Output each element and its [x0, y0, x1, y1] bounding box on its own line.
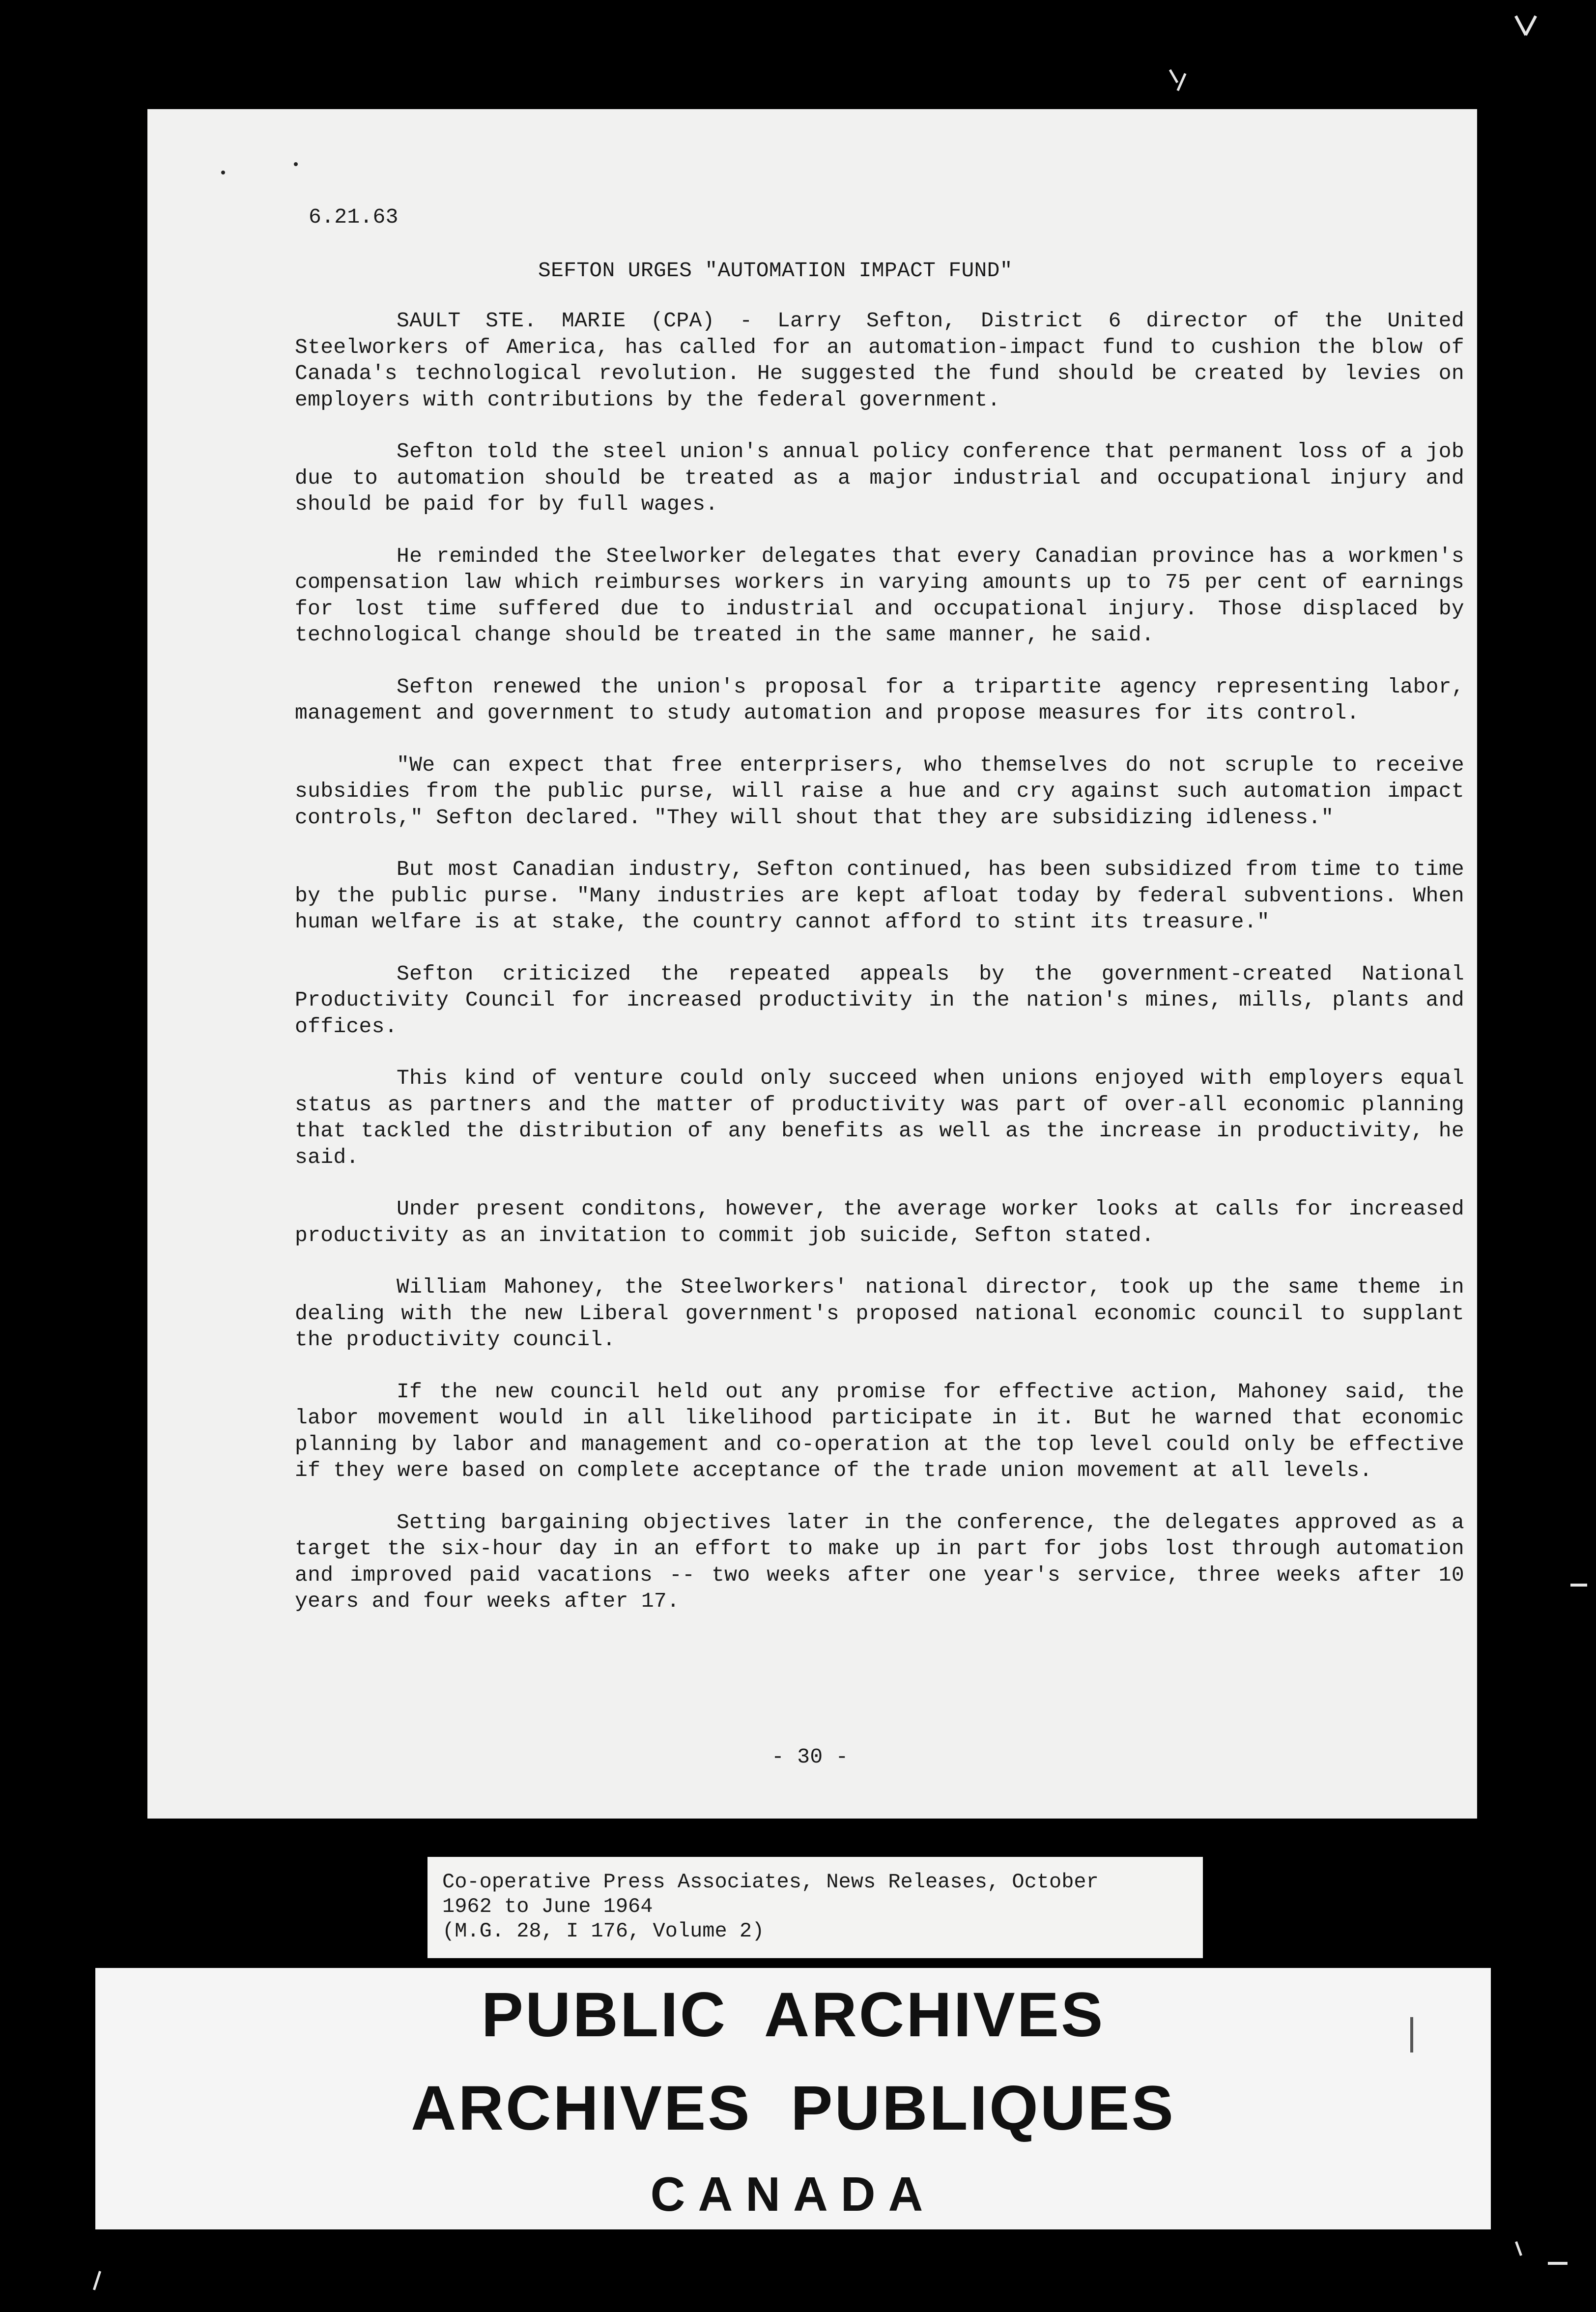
- citation-line: 1962 to June 1964: [442, 1895, 653, 1918]
- paragraph: This kind of venture could only succeed when unions enjoyed with employers equal status as partners and the matter of productivity was part of over-all economic planning that tackled the distribution of any benefits as well as the increase in productivity, he said.: [295, 1066, 1464, 1169]
- paragraph: He reminded the Steelworker delegates that every Canadian province has a workmen's compensation law which reimburses workers in varying amounts up to 75 per cent of earnings for lost time suffered due to industrial and occupational injury. Those displaced by technological change should be treated in the same manner, he said.: [295, 544, 1464, 647]
- citation-line: (M.G. 28, I 176, Volume 2): [442, 1919, 765, 1943]
- paragraph: SAULT STE. MARIE (CPA) - Larry Sefton, District 6 director of the United Steelworkers of America, has called for an automation-impact fund to cushion the blow of Canada's technological revolution. He suggested the fund should be created by levies on employers with contributions by the federal government.: [295, 309, 1464, 412]
- banner-title-french: ARCHIVES PUBLIQUES: [411, 2073, 1175, 2143]
- film-speck: [1169, 69, 1178, 83]
- paragraph: If the new council held out any promise for effective action, Mahoney said, the labor movement would in all likelihood participate in it. But he warned that economic planning by labor and management and co-operation at the top level could only be effective if they were based on complete acceptance of the trade union movement at all levels.: [295, 1379, 1464, 1482]
- banner-title-english: PUBLIC ARCHIVES: [481, 1980, 1105, 2050]
- headline: SEFTON URGES "AUTOMATION IMPACT FUND": [538, 259, 1013, 283]
- page-number: - 30 -: [771, 1745, 849, 1769]
- banner-country: CANADA: [650, 2167, 936, 2221]
- paragraph: "We can expect that free enterprisers, who themselves do not scruple to receive subsidies from the public purse, will raise a hue and cry against such automation impact controls," Sefton declared. "They will shout that they are subsidizing idleness.": [295, 752, 1464, 830]
- film-speck: [1524, 15, 1537, 36]
- film-speck: [1515, 2241, 1522, 2256]
- paragraph: Setting bargaining objectives later in the conference, the delegates approved as a target the six-hour day in an effort to make up in part for jobs lost through automation and improved paid vacations -- two weeks after one year's service, three weeks after 10 years and four weeks after 17.: [295, 1510, 1464, 1613]
- paragraph: William Mahoney, the Steelworkers' national director, took up the same theme in dealing with the new Liberal government's proposed national economic council to supplant the productivity council.: [295, 1275, 1464, 1352]
- film-speck: [1570, 1584, 1587, 1587]
- article-body: [295, 308, 1464, 1640]
- paragraph: Sefton renewed the union's proposal for a tripartite agency representing labor, management and government to study automation and propose measures for its control.: [295, 674, 1464, 725]
- film-speck: [93, 2271, 101, 2290]
- release-date: 6.21.63: [309, 205, 399, 229]
- film-speck: [1548, 2262, 1568, 2265]
- paragraph: But most Canadian industry, Sefton continued, has been subsidized from time to time by the public purse. "Many industries are kept afloat today by federal subventions. When human welfare is at stake, the country cannot afford to stint its treasure.": [295, 857, 1464, 934]
- paragraph: Under present conditons, however, the average worker looks at calls for increased productivity as an invitation to commit job suicide, Sefton stated.: [295, 1197, 1464, 1247]
- banner-scratch: [1410, 2017, 1413, 2052]
- paragraph: Sefton told the steel union's annual policy conference that permanent loss of a job due to automation should be treated as a major industrial and occupational injury and should be paid for by full wages.: [295, 439, 1464, 516]
- citation-label: [428, 1857, 1203, 1958]
- citation-line: Co-operative Press Associates, News Releases, October: [442, 1870, 1099, 1894]
- paragraph: Sefton criticized the repeated appeals by the government-created National Productivity Council for increased productivity in the nation's mines, mills, plants and offices.: [295, 961, 1464, 1039]
- archives-banner: [95, 1968, 1491, 2229]
- punch-mark: [294, 162, 298, 166]
- punch-mark: [221, 171, 225, 174]
- typewritten-page: [147, 109, 1477, 1819]
